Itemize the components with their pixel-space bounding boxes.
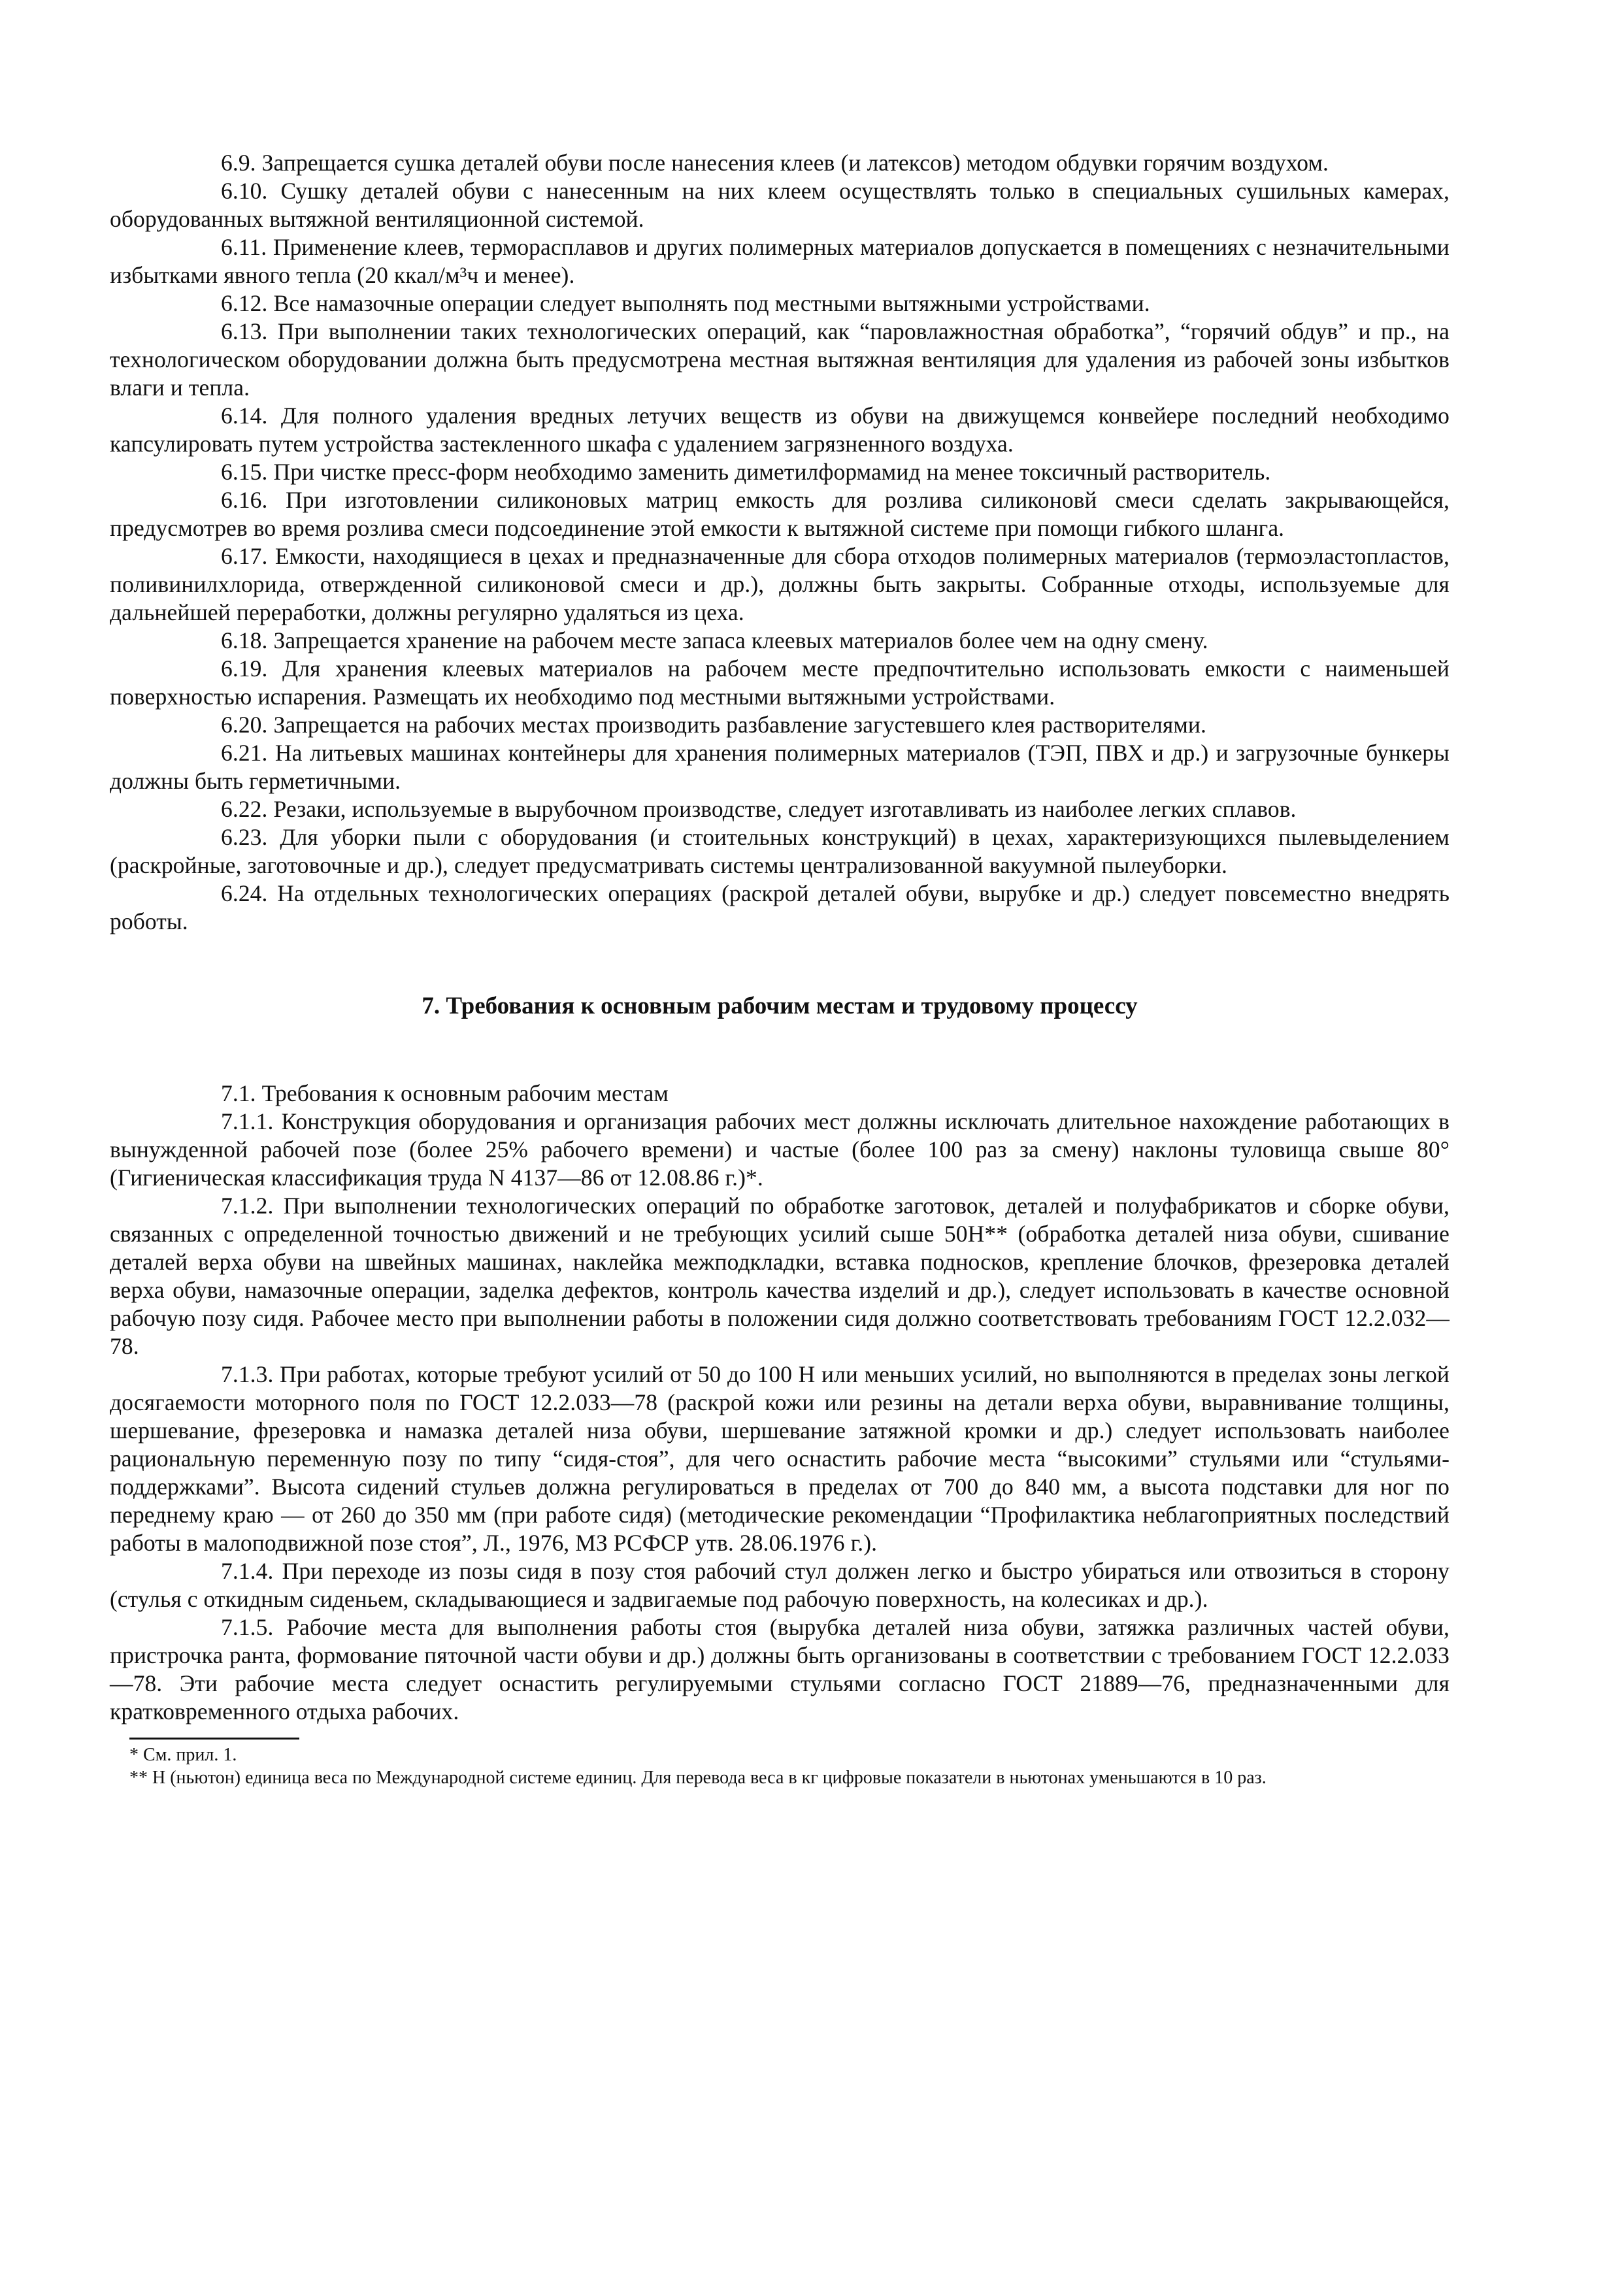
paragraph-6-21: 6.21. На литьевых машинах контейнеры для хранения полимерных материалов (ТЭП, ПВХ и др.) и загрузочные бункеры должны быть герметичными.	[110, 740, 1450, 794]
section-6-body	[110, 149, 1450, 936]
paragraph-6-16: 6.16. При изготовлении силиконовых матриц емкость для розлива силиконовй смеси сделать закрывающейся, предусмотрев во время розлива смеси подсоединение этой емкости к вытяжной системе при помощи гибкого шланга.	[110, 487, 1450, 541]
paragraph-7-1-3: 7.1.3. При работах, которые требуют усилий от 50 до 100 Н или меньших усилий, но выполняются в пределах зоны легкой досягаемости моторного поля по ГОСТ 12.2.033—78 (раскрой кожи или резины на детали верха обуви, выравнивание толщины, шершевание, фрезеровка и намазка деталей низа обуви, шершевание затяжной кромки и др.) следует использовать наиболее рациональную переменную позу по типу “сидя-стоя”, для чего оснастить рабочие места “высокими” стульями или “стульями-поддержками”. Высота сидений стульев должна регулироваться в пределах от 700 до 840 мм, а высота подставки для ног по переднему краю — от 260 до 350 мм (при работе сидя) (методические рекомендации “Профилактика неблагоприятных последствий работы в малоподвижной позе стоя”, Л., 1976, МЗ РСФСР утв. 28.06.1976 г.).	[110, 1361, 1450, 1556]
footnote-2: ** Н (ньютон) единица веса по Международной системе единиц. Для перевода веса в кг цифровые показатели в ньютонах уменьшаются в 10 раз.	[129, 1768, 1267, 1788]
paragraph-7-1-2: 7.1.2. При выполнении технологических операций по обработке заготовок, деталей и полуфабрикатов и сборке обуви, связанных с определенной точностью движений и не требующих усилий сыше 50Н** (обработка деталей низа обуви, сшивание деталей верха обуви на швейных машинах, наклейка межподкладки, вставка подносков, крепление блочков, фрезеровка деталей верха обуви, намазочные операции, заделка дефектов, контроль качества изделий и др.), следует использовать в качестве основной рабочую позу сидя. Рабочее место при выполнении работы в положении сидя должно соответствовать требованиям ГОСТ 12.2.032—78.	[110, 1193, 1450, 1359]
paragraph-6-24: 6.24. На отдельных технологических операциях (раскрой деталей обуви, вырубке и др.) следует повсеместно внедрять роботы.	[110, 880, 1450, 934]
paragraph-6-12: 6.12. Все намазочные операции следует выполнять под местными вытяжными устройствами.	[221, 290, 1150, 316]
paragraph-6-11: 6.11. Применение клеев, терморасплавов и других полимерных материалов допускается в помещениях с незначительными избытками явного тепла (20 ккал/м³ч и менее).	[110, 234, 1450, 288]
section-7-title: 7. Требования к основным рабочим местам и трудовому процессу	[422, 993, 1138, 1019]
footnote-divider	[129, 1738, 299, 1740]
paragraph-6-9: 6.9. Запрещается сушка деталей обуви после нанесения клеев (и латексов) методом обдувки горячим воздухом.	[221, 150, 1329, 176]
paragraph-7-1: 7.1. Требования к основным рабочим местам	[221, 1080, 669, 1106]
section-7-body	[110, 1080, 1450, 1726]
footnotes	[110, 1738, 1450, 1789]
paragraph-6-22: 6.22. Резаки, используемые в вырубочном производстве, следует изготавливать из наиболее легких сплавов.	[221, 796, 1297, 822]
paragraph-7-1-1: 7.1.1. Конструкция оборудования и организация рабочих мест должны исключать длительное нахождение работающих в вынужденной рабочей позе (более 25% рабочего времени) и частые (более 100 раз за смену) наклоны туловища свыше 80° (Гигиеническая классификация труда N 4137—86 от 12.08.86 г.)*.	[110, 1108, 1450, 1191]
paragraph-6-14: 6.14. Для полного удаления вредных летучих веществ из обуви на движущемся конвейере последний необходимо капсулировать путем устройства застекленного шкафа с удалением загрязненного воздуха.	[110, 403, 1450, 457]
paragraph-7-1-4: 7.1.4. При переходе из позы сидя в позу стоя рабочий стул должен легко и быстро убираться или отвозиться в сторону (стулья с откидным сиденьем, складывающиеся и задвигаемые под рабочую поверхность, на колесиках и др.).	[110, 1558, 1450, 1612]
paragraph-6-18: 6.18. Запрещается хранение на рабочем месте запаса клеевых материалов более чем на одну смену.	[221, 627, 1208, 653]
paragraph-6-23: 6.23. Для уборки пыли с оборудования (и стоительных конструкций) в цехах, характеризующихся пылевыделением (раскройные, заготовочные и др.), следует предусматривать системы централизованной вакуумной пылеуборки.	[110, 824, 1450, 878]
paragraph-6-13: 6.13. При выполнении таких технологических операций, как “паровлажностная обработка”, “горячий обдув” и пр., на технологическом оборудовании должна быть предусмотрена местная вытяжная вентиляция для удаления из рабочей зоны избытков влаги и тепла.	[110, 318, 1450, 401]
paragraph-6-15: 6.15. При чистке пресс-форм необходимо заменить диметилформамид на менее токсичный растворитель.	[221, 459, 1271, 485]
footnote-1: * См. прил. 1.	[129, 1745, 237, 1765]
paragraph-7-1-5: 7.1.5. Рабочие места для выполнения работы стоя (вырубка деталей низа обуви, затяжка различных частей обуви, пристрочка ранта, формование пяточной части обуви и др.) должны быть организованы в соответствии с требованием ГОСТ 12.2.033—78. Эти рабочие места следует оснастить регулируемыми стульями согласно ГОСТ 21889—76, предназначенными для кратковременного отдыха рабочих.	[110, 1614, 1450, 1724]
document-page	[110, 149, 1450, 1789]
paragraph-6-20: 6.20. Запрещается на рабочих местах производить разбавление загустевшего клея растворителями.	[221, 712, 1206, 738]
paragraph-6-17: 6.17. Емкости, находящиеся в цехах и предназначенные для сбора отходов полимерных материалов (термоэластопластов, поливинилхлорида, отвержденной силиконовой смеси и др.), должны быть закрыты. Собранные отходы, используемые для дальнейшей переработки, должны регулярно удаляться из цеха.	[110, 543, 1450, 625]
paragraph-6-10: 6.10. Сушку деталей обуви с нанесенным на них клеем осуществлять только в специальных сушильных камерах, оборудованных вытяжной вентиляционной системой.	[110, 178, 1450, 232]
paragraph-6-19: 6.19. Для хранения клеевых материалов на рабочем месте предпочтительно использовать емкости с наименьшей поверхностью испарения. Размещать их необходимо под местными вытяжными устройствами.	[110, 655, 1450, 710]
